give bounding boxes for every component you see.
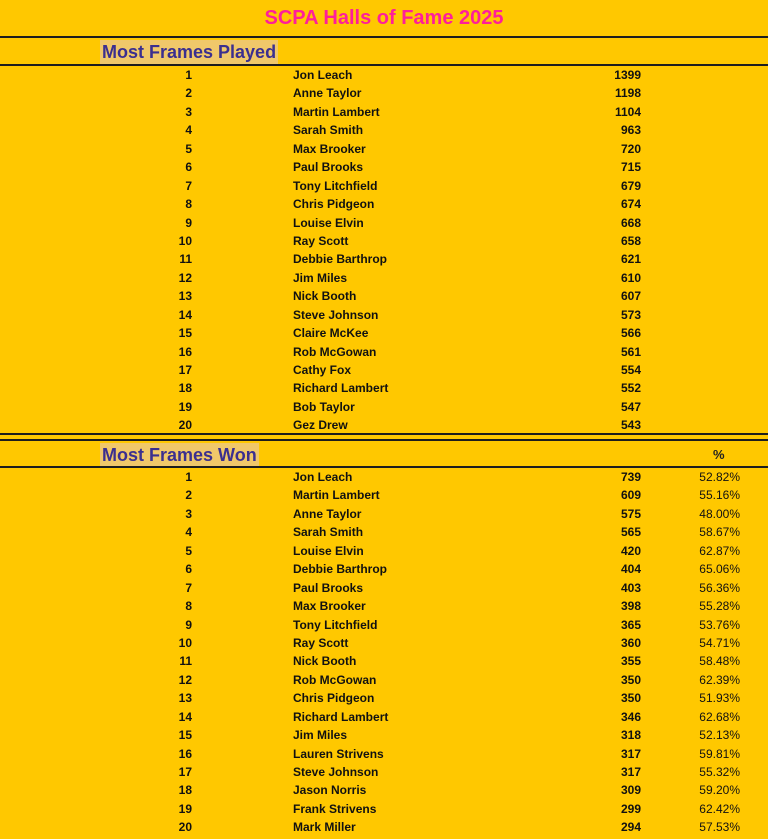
rank-cell: 8 (185, 197, 192, 212)
table-row (0, 84, 768, 102)
table-row (0, 652, 768, 670)
name-cell: Jon Leach (293, 470, 353, 484)
table-row (0, 232, 768, 250)
value-cell: 543 (620, 418, 641, 433)
table-row (0, 634, 768, 652)
table-row (0, 745, 768, 763)
name-cell: Ray Scott (293, 233, 349, 248)
name-cell: Lauren Strivens (293, 746, 384, 761)
section-header-played (0, 40, 768, 64)
table-row (0, 486, 768, 504)
table-row (0, 140, 768, 158)
value-cell: 1104 (614, 104, 641, 119)
rank-cell: 4 (185, 123, 192, 138)
table-row (0, 158, 768, 176)
table-row (0, 597, 768, 615)
name-cell: Cathy Fox (293, 363, 352, 377)
rank-cell: 13 (178, 691, 192, 706)
value-cell: 350 (620, 691, 641, 706)
table-row (0, 689, 768, 707)
pct-cell: 62.87% (699, 543, 740, 558)
table-row (0, 361, 768, 379)
rank-cell: 17 (178, 363, 192, 377)
name-cell: Jim Miles (293, 270, 348, 285)
rank-cell: 7 (185, 178, 192, 193)
rank-cell: 9 (185, 617, 192, 632)
rank-cell: 7 (185, 580, 192, 595)
divider (0, 36, 768, 38)
table-row (0, 579, 768, 597)
name-cell: Martin Lambert (293, 104, 380, 119)
rank-cell: 1 (185, 68, 192, 82)
table-row (0, 250, 768, 268)
rank-cell: 18 (178, 783, 192, 798)
rank-cell: 10 (178, 233, 192, 248)
rank-cell: 19 (178, 801, 192, 816)
pct-cell: 55.28% (699, 599, 740, 614)
name-cell: Debbie Barthrop (293, 252, 388, 267)
name-cell: Steve Johnson (293, 307, 379, 322)
value-cell: 609 (620, 488, 641, 503)
value-cell: 720 (620, 141, 641, 156)
table-row (0, 542, 768, 560)
rank-cell: 3 (185, 506, 192, 521)
value-cell: 573 (620, 307, 641, 322)
value-cell: 565 (620, 525, 641, 540)
value-cell: 668 (620, 215, 641, 230)
pct-cell: 52.82% (699, 470, 740, 484)
name-cell: Nick Booth (293, 654, 357, 669)
table-row (0, 269, 768, 287)
rank-cell: 4 (185, 525, 192, 540)
value-cell: 294 (620, 820, 641, 835)
value-cell: 350 (620, 672, 641, 687)
value-cell: 552 (620, 381, 641, 396)
name-cell: Claire McKee (293, 326, 369, 341)
name-cell: Debbie Barthrop (293, 562, 388, 577)
name-cell: Frank Strivens (293, 801, 377, 816)
table-row (0, 505, 768, 523)
table-row (0, 523, 768, 541)
table-row (0, 66, 768, 84)
table-row (0, 616, 768, 634)
name-cell: Bob Taylor (293, 399, 355, 414)
pct-cell: 62.39% (699, 672, 740, 687)
rank-cell: 20 (178, 418, 192, 433)
pct-cell: 59.20% (699, 783, 740, 798)
value-cell: 715 (620, 160, 641, 175)
page-title: SCPA Halls of Fame 2025 (264, 7, 504, 29)
rank-cell: 5 (185, 543, 192, 558)
pct-cell: 55.16% (699, 488, 740, 503)
table-row (0, 416, 768, 434)
table-row (0, 103, 768, 121)
name-cell: Paul Brooks (293, 160, 364, 175)
rank-cell: 5 (185, 141, 192, 156)
name-cell: Richard Lambert (293, 381, 389, 396)
pct-cell: 52.13% (699, 728, 740, 743)
value-cell: 318 (620, 728, 641, 743)
table-row (0, 726, 768, 744)
rank-cell: 6 (185, 562, 192, 577)
value-cell: 575 (620, 506, 641, 521)
section-header-won (0, 443, 768, 467)
value-cell: 1399 (614, 68, 641, 82)
pct-cell: 65.06% (699, 562, 740, 577)
value-cell: 404 (620, 562, 641, 577)
rank-cell: 1 (185, 470, 192, 484)
rank-cell: 2 (185, 488, 192, 503)
pct-cell: 58.48% (699, 654, 740, 669)
table-row (0, 306, 768, 324)
rank-cell: 19 (178, 399, 192, 414)
value-cell: 739 (620, 470, 641, 484)
rank-cell: 14 (178, 709, 192, 724)
name-cell: Richard Lambert (293, 709, 389, 724)
pct-cell: 55.32% (699, 765, 740, 779)
value-cell: 674 (620, 197, 641, 212)
won-table (0, 468, 768, 837)
rank-cell: 3 (185, 104, 192, 119)
table-row (0, 287, 768, 305)
name-cell: Anne Taylor (293, 506, 362, 521)
value-cell: 355 (620, 654, 641, 669)
section-title-played: Most Frames Played (102, 42, 277, 62)
value-cell: 621 (620, 252, 641, 267)
rank-cell: 16 (178, 344, 192, 359)
rank-cell: 15 (178, 728, 192, 743)
value-cell: 554 (620, 363, 641, 377)
value-cell: 658 (620, 233, 641, 248)
value-cell: 346 (620, 709, 641, 724)
value-cell: 403 (620, 580, 641, 595)
table-row (0, 818, 768, 836)
name-cell: Mark Miller (293, 820, 356, 835)
name-cell: Jim Miles (293, 728, 348, 743)
rank-cell: 11 (179, 654, 192, 669)
rank-cell: 9 (185, 215, 192, 230)
value-cell: 299 (620, 801, 641, 816)
value-cell: 360 (620, 635, 641, 650)
rank-cell: 6 (185, 160, 192, 175)
rank-cell: 17 (178, 765, 192, 779)
name-cell: Anne Taylor (293, 86, 362, 101)
name-cell: Max Brooker (293, 599, 366, 614)
pct-cell: 51.93% (699, 691, 740, 706)
name-cell: Rob McGowan (293, 344, 377, 359)
name-cell: Louise Elvin (293, 215, 364, 230)
name-cell: Paul Brooks (293, 580, 364, 595)
value-cell: 1198 (614, 86, 641, 101)
name-cell: Steve Johnson (293, 765, 379, 779)
table-row (0, 343, 768, 361)
rank-cell: 8 (185, 599, 192, 614)
name-cell: Louise Elvin (293, 543, 364, 558)
divider (0, 433, 768, 435)
rank-cell: 14 (178, 307, 192, 322)
pct-cell: 56.36% (699, 580, 740, 595)
pct-cell: 54.71% (699, 635, 740, 650)
table-row (0, 177, 768, 195)
name-cell: Martin Lambert (293, 488, 380, 503)
value-cell: 317 (620, 765, 641, 779)
value-cell: 398 (620, 599, 641, 614)
value-cell: 365 (620, 617, 641, 632)
value-cell: 420 (620, 543, 641, 558)
name-cell: Chris Pidgeon (293, 197, 375, 212)
pct-cell: 57.53% (699, 820, 740, 835)
pct-cell: 53.76% (699, 617, 740, 632)
percent-header: % (713, 447, 725, 462)
table-row (0, 708, 768, 726)
pct-cell: 59.81% (699, 746, 740, 761)
table-row (0, 195, 768, 213)
table-row (0, 781, 768, 799)
rank-cell: 12 (178, 672, 192, 687)
table-row (0, 560, 768, 578)
value-cell: 566 (620, 326, 641, 341)
pct-cell: 58.67% (699, 525, 740, 540)
rank-cell: 12 (178, 270, 192, 285)
name-cell: Sarah Smith (293, 525, 364, 540)
table-row (0, 324, 768, 342)
table-row (0, 379, 768, 397)
value-cell: 963 (620, 123, 641, 138)
rank-cell: 16 (178, 746, 192, 761)
value-cell: 610 (620, 270, 641, 285)
name-cell: Sarah Smith (293, 123, 364, 138)
value-cell: 679 (620, 178, 641, 193)
value-cell: 607 (620, 289, 641, 304)
rank-cell: 18 (178, 381, 192, 396)
played-table (0, 66, 768, 435)
name-cell: Max Brooker (293, 141, 366, 156)
rank-cell: 10 (178, 635, 192, 650)
name-cell: Gez Drew (293, 418, 348, 433)
name-cell: Chris Pidgeon (293, 691, 375, 706)
pct-cell: 62.68% (699, 709, 740, 724)
rank-cell: 15 (178, 326, 192, 341)
value-cell: 309 (620, 783, 641, 798)
value-cell: 317 (620, 746, 641, 761)
rank-cell: 11 (179, 252, 192, 267)
table-row (0, 214, 768, 232)
name-cell: Nick Booth (293, 289, 357, 304)
table-row (0, 121, 768, 139)
divider (0, 439, 768, 441)
value-cell: 561 (620, 344, 641, 359)
value-cell: 547 (620, 399, 641, 414)
rank-cell: 20 (178, 820, 192, 835)
name-cell: Ray Scott (293, 635, 349, 650)
rank-cell: 13 (178, 289, 192, 304)
table-row (0, 800, 768, 818)
table-row (0, 763, 768, 781)
name-cell: Tony Litchfield (293, 178, 378, 193)
name-cell: Jon Leach (293, 68, 353, 82)
section-title-won: Most Frames Won (102, 445, 257, 465)
rank-cell: 2 (185, 86, 192, 101)
table-row (0, 468, 768, 486)
pct-cell: 48.00% (699, 506, 740, 521)
name-cell: Rob McGowan (293, 672, 377, 687)
name-cell: Tony Litchfield (293, 617, 378, 632)
table-row (0, 398, 768, 416)
pct-cell: 62.42% (699, 801, 740, 816)
table-row (0, 671, 768, 689)
name-cell: Jason Norris (293, 783, 367, 798)
